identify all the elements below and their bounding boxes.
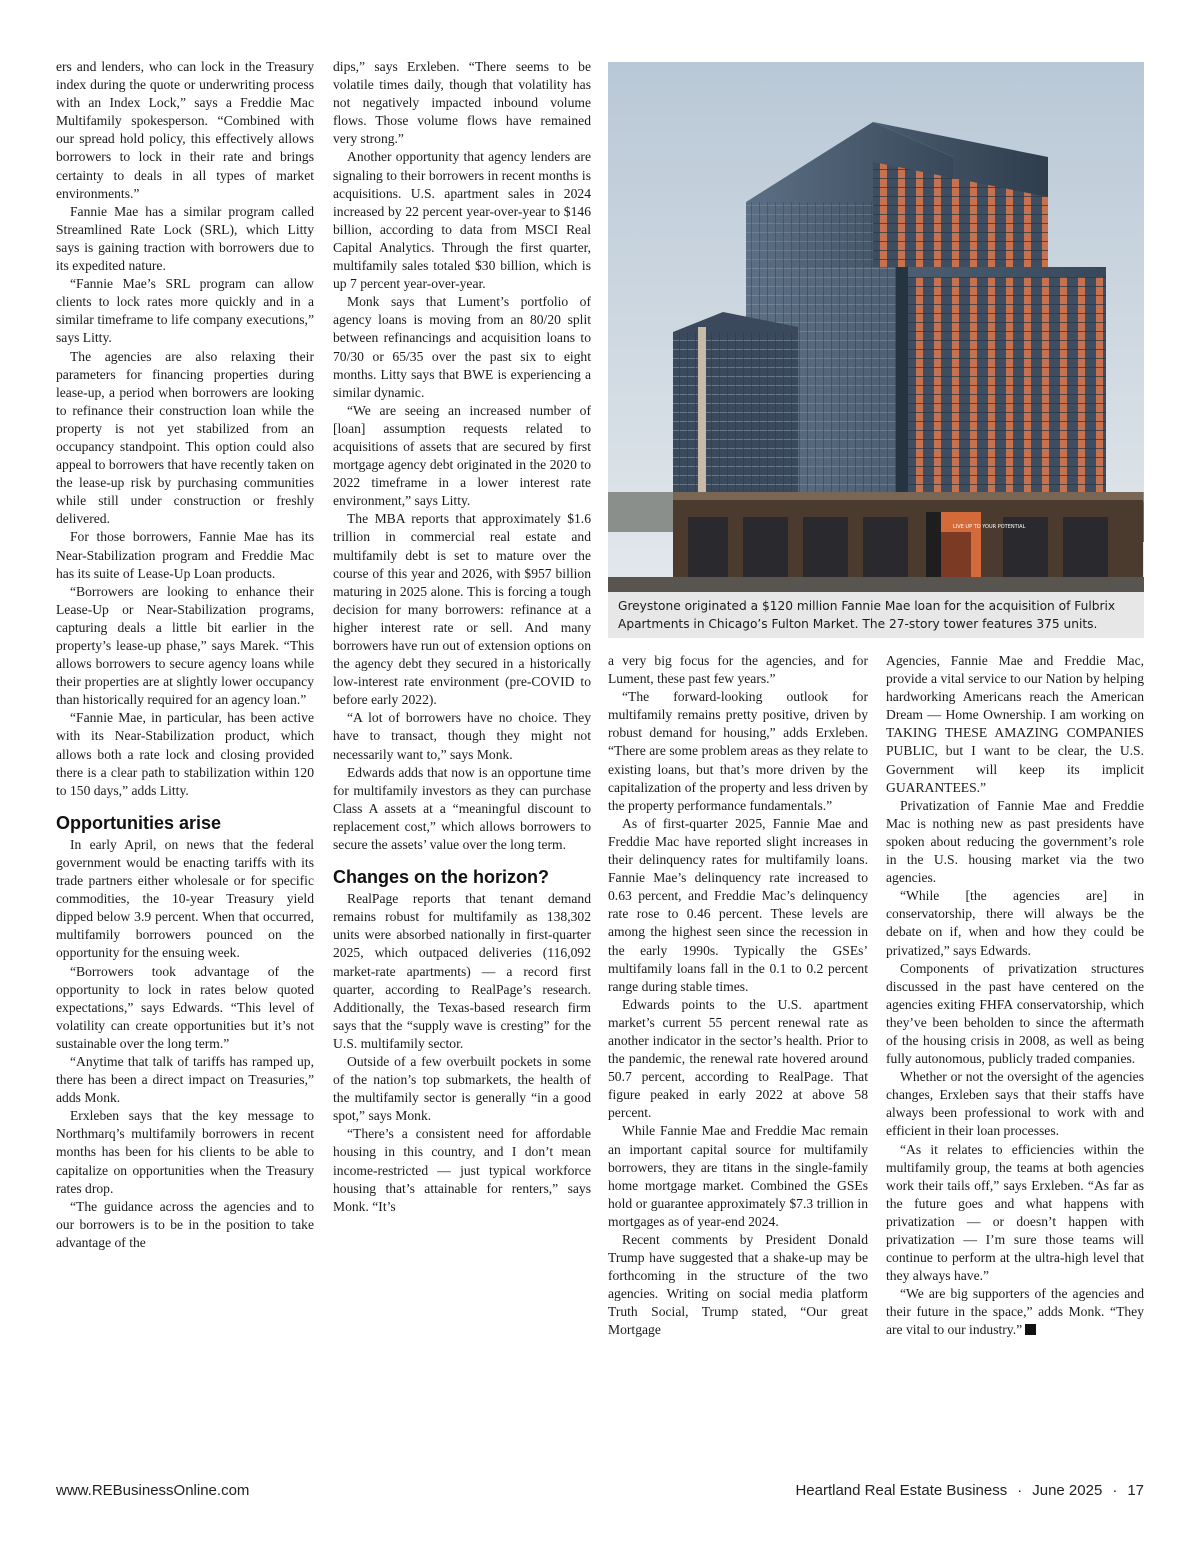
article-column-4 [886,652,1144,1340]
paragraph: Components of privatization structures discussed in the past have centered on the agencies exiting FHFA conservatorship, which they’ve been beholden to since the aftermath of the housing crisis in 2008, as well as being fully autonomous, publicly traded companies. [886,960,1144,1067]
paragraph: Edwards adds that now is an opportune time for multifamily investors as they can purchase Class A assets at a “meaningful discount to replacement cost,” which allows borrowers to secure the assets’ value over the long term. [333,764,591,853]
page-footer [56,1482,1144,1506]
article-column-3 [608,652,868,1340]
paragraph: Fannie Mae has a similar program called Streamlined Rate Lock (SRL), which Litty says is gaining traction with borrowers due to its expedited nature. [56,203,314,274]
paragraph: Agencies, Fannie Mae and Freddie Mac, provide a vital service to our Nation by helping hardworking Americans reach the American Dream — Home Ownership. I am working on TAKING THESE AMAZING COMPANIES PUBLIC, but I want to be clear, the U.S. Government will keep its implicit GUARANTEES.” [886,653,1144,795]
paragraph: RealPage reports that tenant demand remains robust for multifamily as 138,302 units were absorbed nationally in first-quarter 2025, which outpaced deliveries (116,092 market-rate apartments) — a record first quarter, according to RealPage’s research. Additionally, the Texas-based research firm says that the “supply wave is cresting” for the U.S. multifamily sector. [333,891,591,1051]
section-heading: Changes on the horizon? [333,867,549,888]
paragraph: “We are big supporters of the agencies and their future in the space,” adds Monk. “They are vital to our industry.” [886,1286,1144,1338]
paragraph: The MBA reports that approximately $1.6 trillion in commercial real estate and multifamily debt is set to mature over the course of this year and 2026, with $957 billion maturing in 2025 alone. This is forcing a tough decision for many borrowers: refinance at a higher interest rate or sell. And many borrowers have run out of extension options on the agency debt they secured in a historically low-interest rate environment (pre-COVID to before early 2022). [333,511,591,708]
paragraph: a very big focus for the agencies, and for Lument, these past few years.” [608,653,868,687]
paragraph: Privatization of Fannie Mae and Freddie Mac is nothing new as past presidents have spoken about reducing the government’s role in the U.S. housing market via the two agencies. [886,797,1144,886]
photo-caption: Greystone originated a $120 million Fannie Mae loan for the acquisition of Fulbrix Apartments in Chicago’s Fulton Market. The 27-story tower features 375 units. [608,592,1144,638]
paragraph: As of first-quarter 2025, Fannie Mae and Freddie Mac have reported slight increases in their delinquency rates for multifamily loans. Fannie Mae’s delinquency rate increased to 0.63 percent, and Freddie Mac’s delinquency rate rose to 0.46 percent. These levels are among the highest seen since the recession in the early 1990s. Typically the GSEs’ multifamily loans fall in the 0.1 to 0.2 percent range during stable times. [608,815,868,994]
paragraph: “While [the agencies are] in conservatorship, there will always be the debate on if, when and how they could be privatized,” says Edwards. [886,888,1144,958]
footer-website[interactable]: www.REBusinessOnline.com [56,1482,250,1499]
paragraph: For those borrowers, Fannie Mae has its Near-Stabilization program and Freddie Mac has its suite of Lease-Up Loan products. [56,529,314,581]
paragraph: Monk says that Lument’s portfolio of agency loans is moving from an 80/20 split between refinancings and acquisition loans to 70/30 or 65/35 over the past six to eight months. Litty says that BWE is experiencing a similar dynamic. [333,294,591,400]
article-column-1 [56,58,314,1252]
building-photo [608,62,1144,592]
paragraph: “Fannie Mae, in particular, has been active with its Near-Stabilization product, which allows both a rate lock and closing provided there is a clear path to stabilization within 120 to 150 days,” adds Litty. [56,710,314,798]
paragraph: While Fannie Mae and Freddie Mac remain an important capital source for multifamily borrowers, they are titans in the single-family home mortgage market. Combined the GSEs hold or guarantee approximately $7.3 trillion in mortgages as of year-end 2024. [608,1123,868,1229]
paragraph: “Borrowers took advantage of the opportunity to lock in rates below quoted expectations,” says Edwards. “This level of volatility can create opportunities but it’s not sustainable over the long term.” [56,963,314,1051]
banner-text: LIVE UP TO YOUR POTENTIAL [953,524,1026,530]
paragraph: In early April, on news that the federal government would be enacting tariffs with its trade partners either wholesale or for specific commodities, the 10-year Treasury yield dipped below 3.9 percent. When that occurred, multifamily borrowers pounced on the opportunity for the ensuing week. [56,836,314,961]
paragraph: “There’s a consistent need for affordable housing in this country, and I don’t mean income-restricted — just typical workforce housing that’s attainable for renters,” says Monk. “It’s [333,1126,591,1214]
paragraph: “The guidance across the agencies and to our borrowers is to be in the position to take advantage of the [56,1198,314,1250]
footer-separator: · [1112,1482,1118,1499]
page-number: 17 [1127,1482,1144,1499]
footer-issue: June 2025 [1032,1482,1103,1499]
paragraph: “As it relates to efficiencies within the multifamily group, the teams at both agencies work their tails off,” says Erxleben. “As far as the future goes and what happens with privatization — or doesn’t happen with privatization — I’m sure those teams will continue to perform at the ultra-high level that they always have.” [886,1141,1144,1284]
article-column-2 [333,58,591,1216]
paragraph: Recent comments by President Donald Trump have suggested that a shake-up may be forthcoming in the structure of the two agencies. Writing on social media platform Truth Social, Trump stated, “Our great Mortgage [608,1232,868,1338]
paragraph: Whether or not the oversight of the agencies changes, Erxleben says that their staffs have always been professional to work with and efficient in their loan processes. [886,1069,1144,1139]
paragraph: The agencies are also relaxing their parameters for financing properties during lease-up, a period when borrowers are looking to refinance their construction loan while the property is not yet stabilized from an occupancy standpoint. This option could also appeal to borrowers that have recently taken on the lease-up risk by purchasing communities while still under construction or freshly delivered. [56,348,314,527]
paragraph: Another opportunity that agency lenders are signaling to their borrowers in recent months is acquisitions. U.S. apartment sales in 2024 increased by 22 percent year-over-year to $146 billion, according to data from MSCI Real Capital Analytics. Through the first quarter, multifamily sales totaled $30 billion, which is up 7 percent year-over-year. [333,149,591,292]
paragraph: Erxleben says that the key message to Northmarq’s multifamily borrowers in recent months has been for his clients to be able to capitalize on opportunities when the Treasury rates drop. [56,1108,314,1196]
paragraph: Edwards points to the U.S. apartment market’s current 55 percent renewal rate as another indicator in the sector’s health. Prior to the pandemic, the renewal rate hovered around 50.7 percent, according to RealPage. That figure peaked in early 2022 at above 58 percent. [608,996,868,1121]
footer-publication-info [795,1482,1144,1499]
paragraph: “Borrowers are looking to enhance their Lease-Up or Near-Stabilization programs, capturing deals a little bit earlier in the property’s lease-up phase,” says Marek. “This allows borrowers to secure agency loans while their properties are at slightly lower occupancy than historically required for an agency loan.” [56,583,314,708]
paragraph: “The forward-looking outlook for multifamily remains pretty positive, driven by robust demand for housing,” adds Erxleben. “There are some problem areas as they relate to existing loans, but that’s more driven by the capitalization of the property and less driven by the property performance fundamentals.” [608,689,868,813]
paragraph: Outside of a few overbuilt pockets in some of the nation’s top submarkets, the health of the multifamily sector is generally “in a good spot,” says Monk. [333,1053,591,1124]
paragraph: “Anytime that talk of tariffs has ramped up, there has been a direct impact on Treasuries,” adds Monk. [56,1053,314,1106]
paragraph: “Fannie Mae’s SRL program can allow clients to lock rates more quickly and in a similar timeframe to life company executions,” says Litty. [56,276,314,346]
end-mark [1025,1324,1036,1335]
paragraph: “A lot of borrowers have no choice. They have to transact, though they might not necessarily want to,” says Monk. [333,710,591,762]
section-heading: Opportunities arise [56,812,222,833]
paragraph: “We are seeing an increased number of [loan] assumption requests related to acquisitions of assets that are secured by first mortgage agency debt originated in the 2020 to 2022 timeframe in a lower interest rate environment,” says Litty. [333,402,591,509]
paragraph: ers and lenders, who can lock in the Treasury index during the quote or underwriting process with an Index Lock,” says a Freddie Mac Multifamily spokesperson. “Combined with our spread hold policy, this effectively allows borrowers to lock in their rate and brings certainty to deals in all types of market environments.” [56,59,314,201]
footer-separator: · [1017,1482,1023,1499]
footer-publication: Heartland Real Estate Business [795,1482,1008,1499]
paragraph: dips,” says Erxleben. “There seems to be volatile times daily, though that volatility has not negatively impacted inbound volume flows. Those volume flows have remained very strong.” [333,59,591,147]
